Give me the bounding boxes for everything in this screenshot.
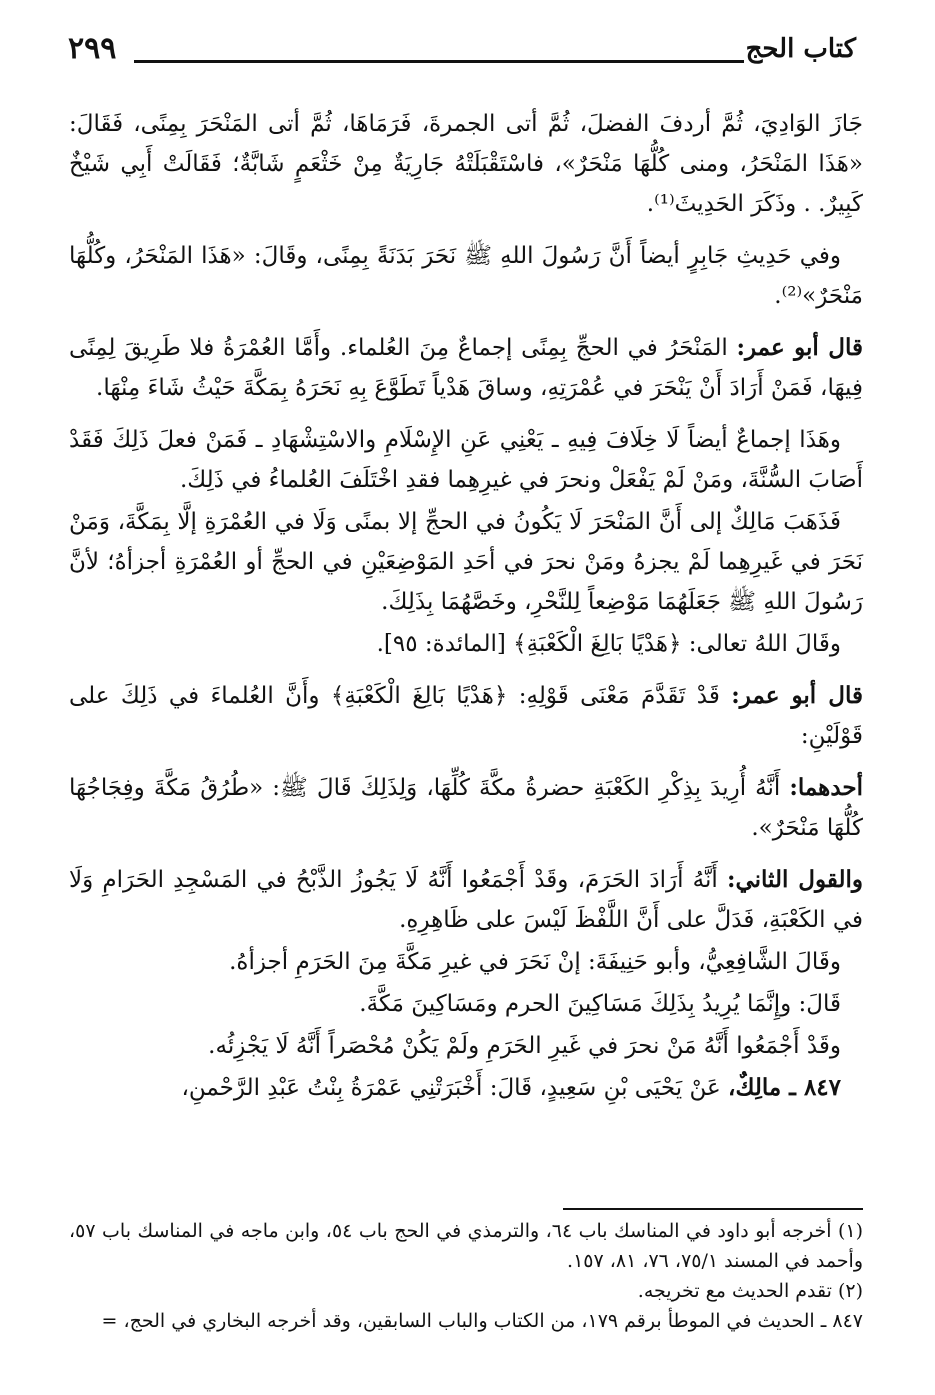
paragraph-7 [69,676,863,756]
paragraph-11: قَالَ: وإِنَّمَا يُرِيدُ بِذَلِكَ مَسَاكِينَ الحرم ومَسَاكِينَ مَكَّةَ. [359,991,841,1017]
paragraph-12: وقَدْ أَجْمَعُوا أَنَّهُ مَنْ نحرَ في غَيرِ الحَرَمِ ولَمْ يَكُنْ مُحْصَراً أَنَّهُ لَا يَجْزِئُه. [208,1033,841,1059]
paragraph-9-text: أَنَّهُ أَرَادَ الحَرَمَ، وقَدْ أَجْمَعُوا أَنَّهُ لَا يَجُوزُ الذَّبْحُ في المَسْجِدِ الحَرَامِ وَلَا في الكَعْبَةِ، فَدَلَّ على أَنَّ اللَّفْظَ لَيْسَ على ظَاهِرِهِ. [69,867,863,933]
paragraph-9 [69,860,863,940]
footnote-divider [563,1208,863,1210]
speaker-label: قال أبو عمر: [731,682,863,709]
paragraph-3 [69,328,863,408]
page-number: ٢٩٩ [68,31,117,66]
paragraph-8 [69,768,863,848]
paragraph-13-text: عَنْ يَحْيَى بْنِ سَعِيدٍ، قَالَ: أَخْبَرَتْنِي عَمْرَةُ بِنْتُ عَبْدِ الرَّحْمنِ، [181,1075,729,1101]
opinion-label: والقول الثاني: [726,866,864,893]
paragraph-5: فَذَهَبَ مَالِكٌ إلى أَنَّ المَنْحَرَ لَا يَكُونُ في الحجِّ إلا بمنًى وَلَا في العُمْرَةِ إلَّا بِمَكَّةَ، وَمَنْ نَحَرَ في غَيرِهِما لَمْ يجزهُ ومَنْ نحرَ في أحَدِ المَوْضِعَيْنِ في الحجِّ أو العُمْرَةِ أجزأهُ؛ لأنَّ رَسُولَ اللهِ ﷺ جَعَلَهُمَا مَوْضِعاً لِلنَّحْرِ، وخَصَّهُمَا بِذَلِكَ. [69,509,863,615]
paragraph-4: وهَذَا إجماعٌ أيضاً لَا خِلَافَ فِيهِ ـ يَعْنِي عَنِ الإِسْلَامِ والاسْتِشْهَادِ ـ فَمَنْ فعلَ ذَلِكَ فَقَدْ أَصَابَ السُّنَّةَ، ومَنْ لَمْ يَفْعَلْ ونحرَ في غيرِهِما فقدِ اخْتَلَفَ العُلماءُ في ذَلِكَ. [69,427,863,493]
header-rule [134,60,744,63]
book-title: كتاب الحج [745,34,856,64]
paragraph-1: جَازَ الوَادِيَ، ثُمَّ أردفَ الفضلَ، ثُمَّ أتى الجمرةَ، فَرَمَاهَا، ثُمَّ أتى المَنْحَرَ بِمِنًى، فَقَالَ: «هَذَا المَنْحَرُ، ومنى كُلُّهَا مَنْحَرٌ»، فاسْتَقْبَلَتْهُ جَارِيَةٌ مِنْ خَثْعَمٍ شَابَّةٌ؛ فَقَالَتْ أَبِي شَيْخٌ كَبِيرٌ. . وذَكَرَ الحَدِيثَ⁽¹⁾. [69,111,863,217]
paragraph-8-text: أَنَّهُ أُرِيدَ بِذِكْرِ الكَعْبَةِ حضرةُ مكَّةَ كُلِّهَا، وَلِذَلِكَ قَالَ ﷺ: «طُرُقُ مَكَّةَ وفِجَاجُهَا كُلُّهَا مَنْحَرٌ». [69,775,863,841]
hadith-number: ٨٤٧ ـ مالِكٌ، [728,1074,841,1101]
speaker-label: قال أبو عمر: [736,334,863,361]
footnote-2: (٢) تقدم الحديث مع تخريجه. [637,1280,863,1302]
footnotes [69,1216,863,1336]
paragraph-10: وقَالَ الشَّافِعِيُّ، وأبو حَنِيفَةَ: إنْ نَحَرَ في غيرِ مَكَّةَ مِنَ الحَرَمِ أجزأهُ. [229,949,841,975]
paragraph-13 [69,1068,863,1108]
footnote-1: (١) أخرجه أبو داود في المناسك باب ٦٤، والترمذي في الحج باب ٥٤، وابن ماجه في المناسك باب ٥٧، وأحمد في المسند ٧٥/١، ٧٦، ٨١، ١٥٧. [69,1220,864,1272]
paragraph-3-text: المَنْحَرُ في الحجِّ بِمِنًى إجماعٌ مِنَ العُلماء. وأَمَّا العُمْرَةُ فلا طَرِيقَ لِمِنًى فِيهَا، فَمَنْ أَرَادَ أَنْ يَنْحَرَ في عُمْرَتِهِ، وساقَ هَدْياً تَطَوَّعَ بِهِ نَحَرَهُ بِمَكَّةَ حَيْثُ شَاءَ مِنْهَا. [69,335,863,401]
footnote-3: ٨٤٧ ـ الحديث في الموطأ برقم ١٧٩، من الكتاب والباب السابقين، وقد أخرجه البخاري في الحج، = [101,1310,863,1332]
opinion-label: أحدهما: [789,774,863,801]
page-header [68,30,856,70]
main-text [69,104,863,1110]
paragraph-2: وفي حَدِيثِ جَابِرٍ أيضاً أَنَّ رَسُولَ اللهِ ﷺ نَحَرَ بَدَنَةً بِمِنًى، وقَالَ: «هَذَا المَنْحَرُ، وكُلُّهَا مَنْحَرٌ»⁽²⁾. [69,243,863,309]
paragraph-7-text: قَدْ تَقَدَّمَ مَعْنَى قَوْلِهِ: ﴿هَدْيًا بَالِغَ الْكَعْبَةِ﴾ وأَنَّ العُلماءَ في ذَلِكَ على قَوْلَيْنِ: [69,683,863,749]
paragraph-6: وقَالَ اللهُ تعالى: ﴿هَدْيًا بَالِغَ الْكَعْبَةِ﴾ [المائدة: ٩٥]. [376,631,841,657]
